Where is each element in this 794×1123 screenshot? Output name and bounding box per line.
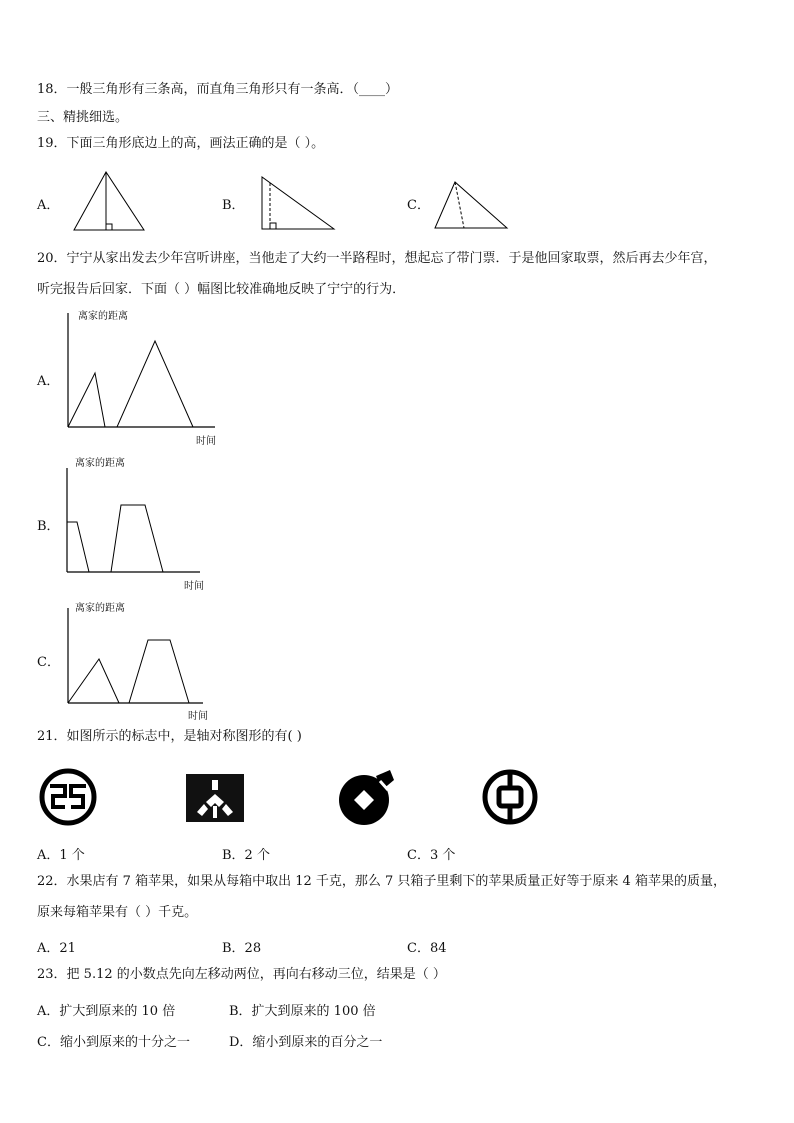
q22-option-c[interactable]: C．84 [407,941,447,956]
q23-option-c[interactable]: C．缩小到原来的十分之一 [37,1035,190,1050]
logo-3-icon [336,768,398,828]
question-20-line1: 20．宁宁从家出发去少年宫听讲座，当他走了大约一半路程时，想起忘了带门票．于是他回家取票，然后再去少年宫， [37,251,717,266]
question-23: 23．把 5.12 的小数点先向左移动两位，再向右移动三位，结果是（ ） [37,967,446,982]
q20-graph-c [55,600,215,715]
q23-option-d[interactable]: D．缩小到原来的百分之一 [229,1035,383,1050]
q19-triangle-b [260,175,336,231]
question-19: 19．下面三角形底边上的高，画法正确的是（ ）。 [37,136,325,151]
q19-option-c[interactable]: C． [407,198,430,213]
q21-option-b[interactable]: B．2 个 [222,848,270,863]
q21-option-a[interactable]: A．1 个 [37,848,85,863]
q20-option-a[interactable]: A． [37,374,60,389]
q22-option-a[interactable]: A．21 [37,941,76,956]
q20-graph-c-xlabel: 时间 [188,711,208,722]
q20-option-b[interactable]: B． [37,519,60,534]
q19-triangle-a [74,170,146,232]
q20-graph-b [55,460,215,585]
q20-graph-a [55,305,225,450]
logo-4-icon [480,767,540,827]
logo-2-icon [186,774,244,822]
q20-graph-a-xlabel: 时间 [196,436,216,447]
q20-graph-c-ylabel: 离家的距离 [75,603,125,614]
question-22-line2: 原来每箱苹果有（ ）千克。 [37,905,198,920]
question-22-line1: 22．水果店有 7 箱苹果，如果从每箱中取出 12 千克，那么 7 只箱子里剩下的苹果质量正好等于原来 4 箱苹果的质量， [37,874,726,889]
q20-graph-b-xlabel: 时间 [184,581,204,592]
q22-option-b[interactable]: B．28 [222,941,262,956]
q20-graph-b-ylabel: 离家的距离 [75,458,125,469]
logo-1-icon [38,767,98,827]
q20-option-c[interactable]: C． [37,655,60,670]
q19-option-b[interactable]: B． [222,198,245,213]
q19-option-a[interactable]: A． [37,198,60,213]
question-18: 18．一般三角形有三条高，而直角三角形只有一条高．（____） [37,82,399,97]
q19-triangle-c [435,180,509,230]
section-heading: 三、精挑细选。 [37,110,129,125]
question-20-line2: 听完报告后回家．下面（ ）幅图比较准确地反映了宁宁的行为． [37,282,406,297]
q23-option-b[interactable]: B．扩大到原来的 100 倍 [229,1004,376,1019]
q21-option-c[interactable]: C．3 个 [407,848,456,863]
q20-graph-a-ylabel: 离家的距离 [78,311,128,322]
question-21: 21．如图所示的标志中，是轴对称图形的有( ) [37,729,302,744]
q23-option-a[interactable]: A．扩大到原来的 10 倍 [37,1004,176,1019]
